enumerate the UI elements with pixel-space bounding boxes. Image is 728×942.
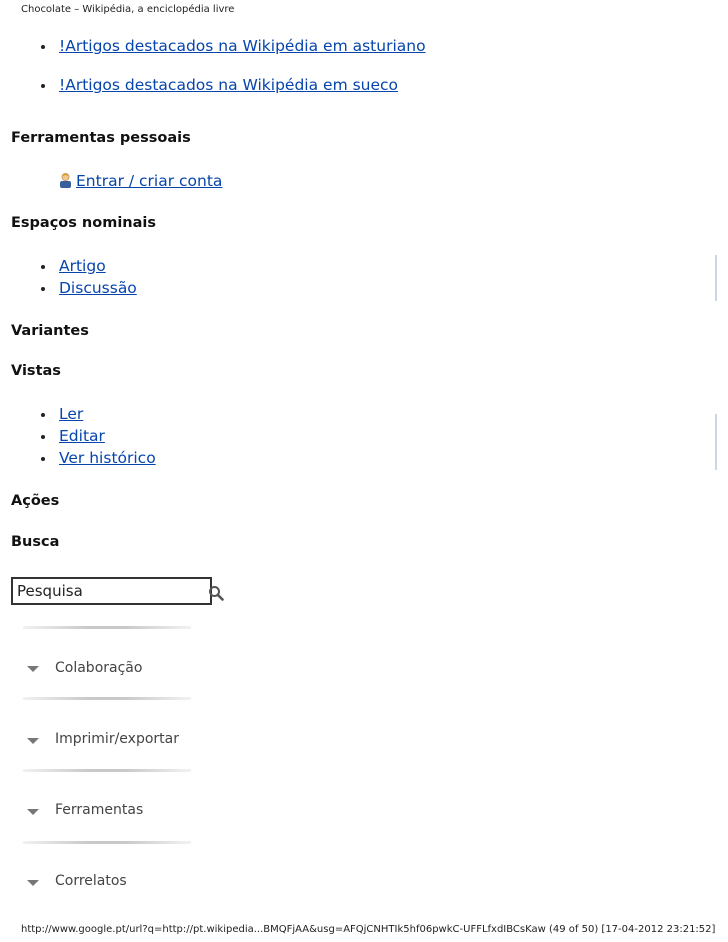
- tab-edit[interactable]: Editar: [59, 427, 105, 445]
- portal-label: Ferramentas: [55, 802, 144, 818]
- views-heading: Vistas: [11, 363, 61, 379]
- tab-history[interactable]: Ver histórico: [59, 449, 156, 467]
- bullet-icon: [41, 435, 45, 439]
- chevron-down-icon: [27, 738, 39, 744]
- personal-tools-heading: Ferramentas pessoais: [11, 130, 191, 146]
- portal-label: Colaboração: [55, 660, 143, 676]
- user-icon: [59, 172, 72, 188]
- login-row: [59, 170, 222, 192]
- page-edge-mark: [715, 255, 717, 301]
- print-header: Chocolate – Wikipédia, a enciclopédia livre: [21, 4, 235, 15]
- portal-divider: [23, 626, 191, 629]
- login-link[interactable]: Entrar / criar conta: [76, 172, 223, 190]
- tab-read[interactable]: Ler: [59, 405, 84, 423]
- variants-heading: Variantes: [11, 323, 89, 339]
- bullet-icon: [41, 457, 45, 461]
- actions-heading: Ações: [11, 493, 60, 509]
- chevron-down-icon: [27, 666, 39, 672]
- print-footer: http://www.google.pt/url?q=http://pt.wikipedia...BMQFjAA&usg=AFQjCNHTIk5hf06pwkC-UFFLfxdIBCsKaw (49 of 50) [17-04-2012 23:21:52]: [21, 924, 716, 935]
- bullet-icon: [41, 84, 45, 88]
- page-edge-mark: [715, 414, 717, 470]
- bullet-icon: [41, 287, 45, 291]
- portal-divider: [23, 841, 191, 844]
- chevron-down-icon: [27, 809, 39, 815]
- tab-discussion[interactable]: Discussão: [59, 279, 137, 297]
- search-input[interactable]: [11, 577, 212, 605]
- magnifier-icon[interactable]: [208, 585, 224, 601]
- portal-divider: [23, 697, 191, 700]
- bullet-icon: [41, 413, 45, 417]
- search-heading: Busca: [11, 534, 60, 550]
- namespaces-heading: Espaços nominais: [11, 215, 157, 231]
- bullet-icon: [41, 265, 45, 269]
- bullet-icon: [41, 45, 45, 49]
- portal-label: Imprimir/exportar: [55, 731, 179, 747]
- portal-divider: [23, 769, 191, 772]
- tab-article[interactable]: Artigo: [59, 257, 106, 275]
- portal-label: Correlatos: [55, 873, 127, 889]
- featured-link-asturian[interactable]: !Artigos destacados na Wikipédia em asturiano: [59, 37, 426, 55]
- chevron-down-icon: [27, 880, 39, 886]
- featured-link-swedish[interactable]: !Artigos destacados na Wikipédia em sueco: [59, 76, 399, 94]
